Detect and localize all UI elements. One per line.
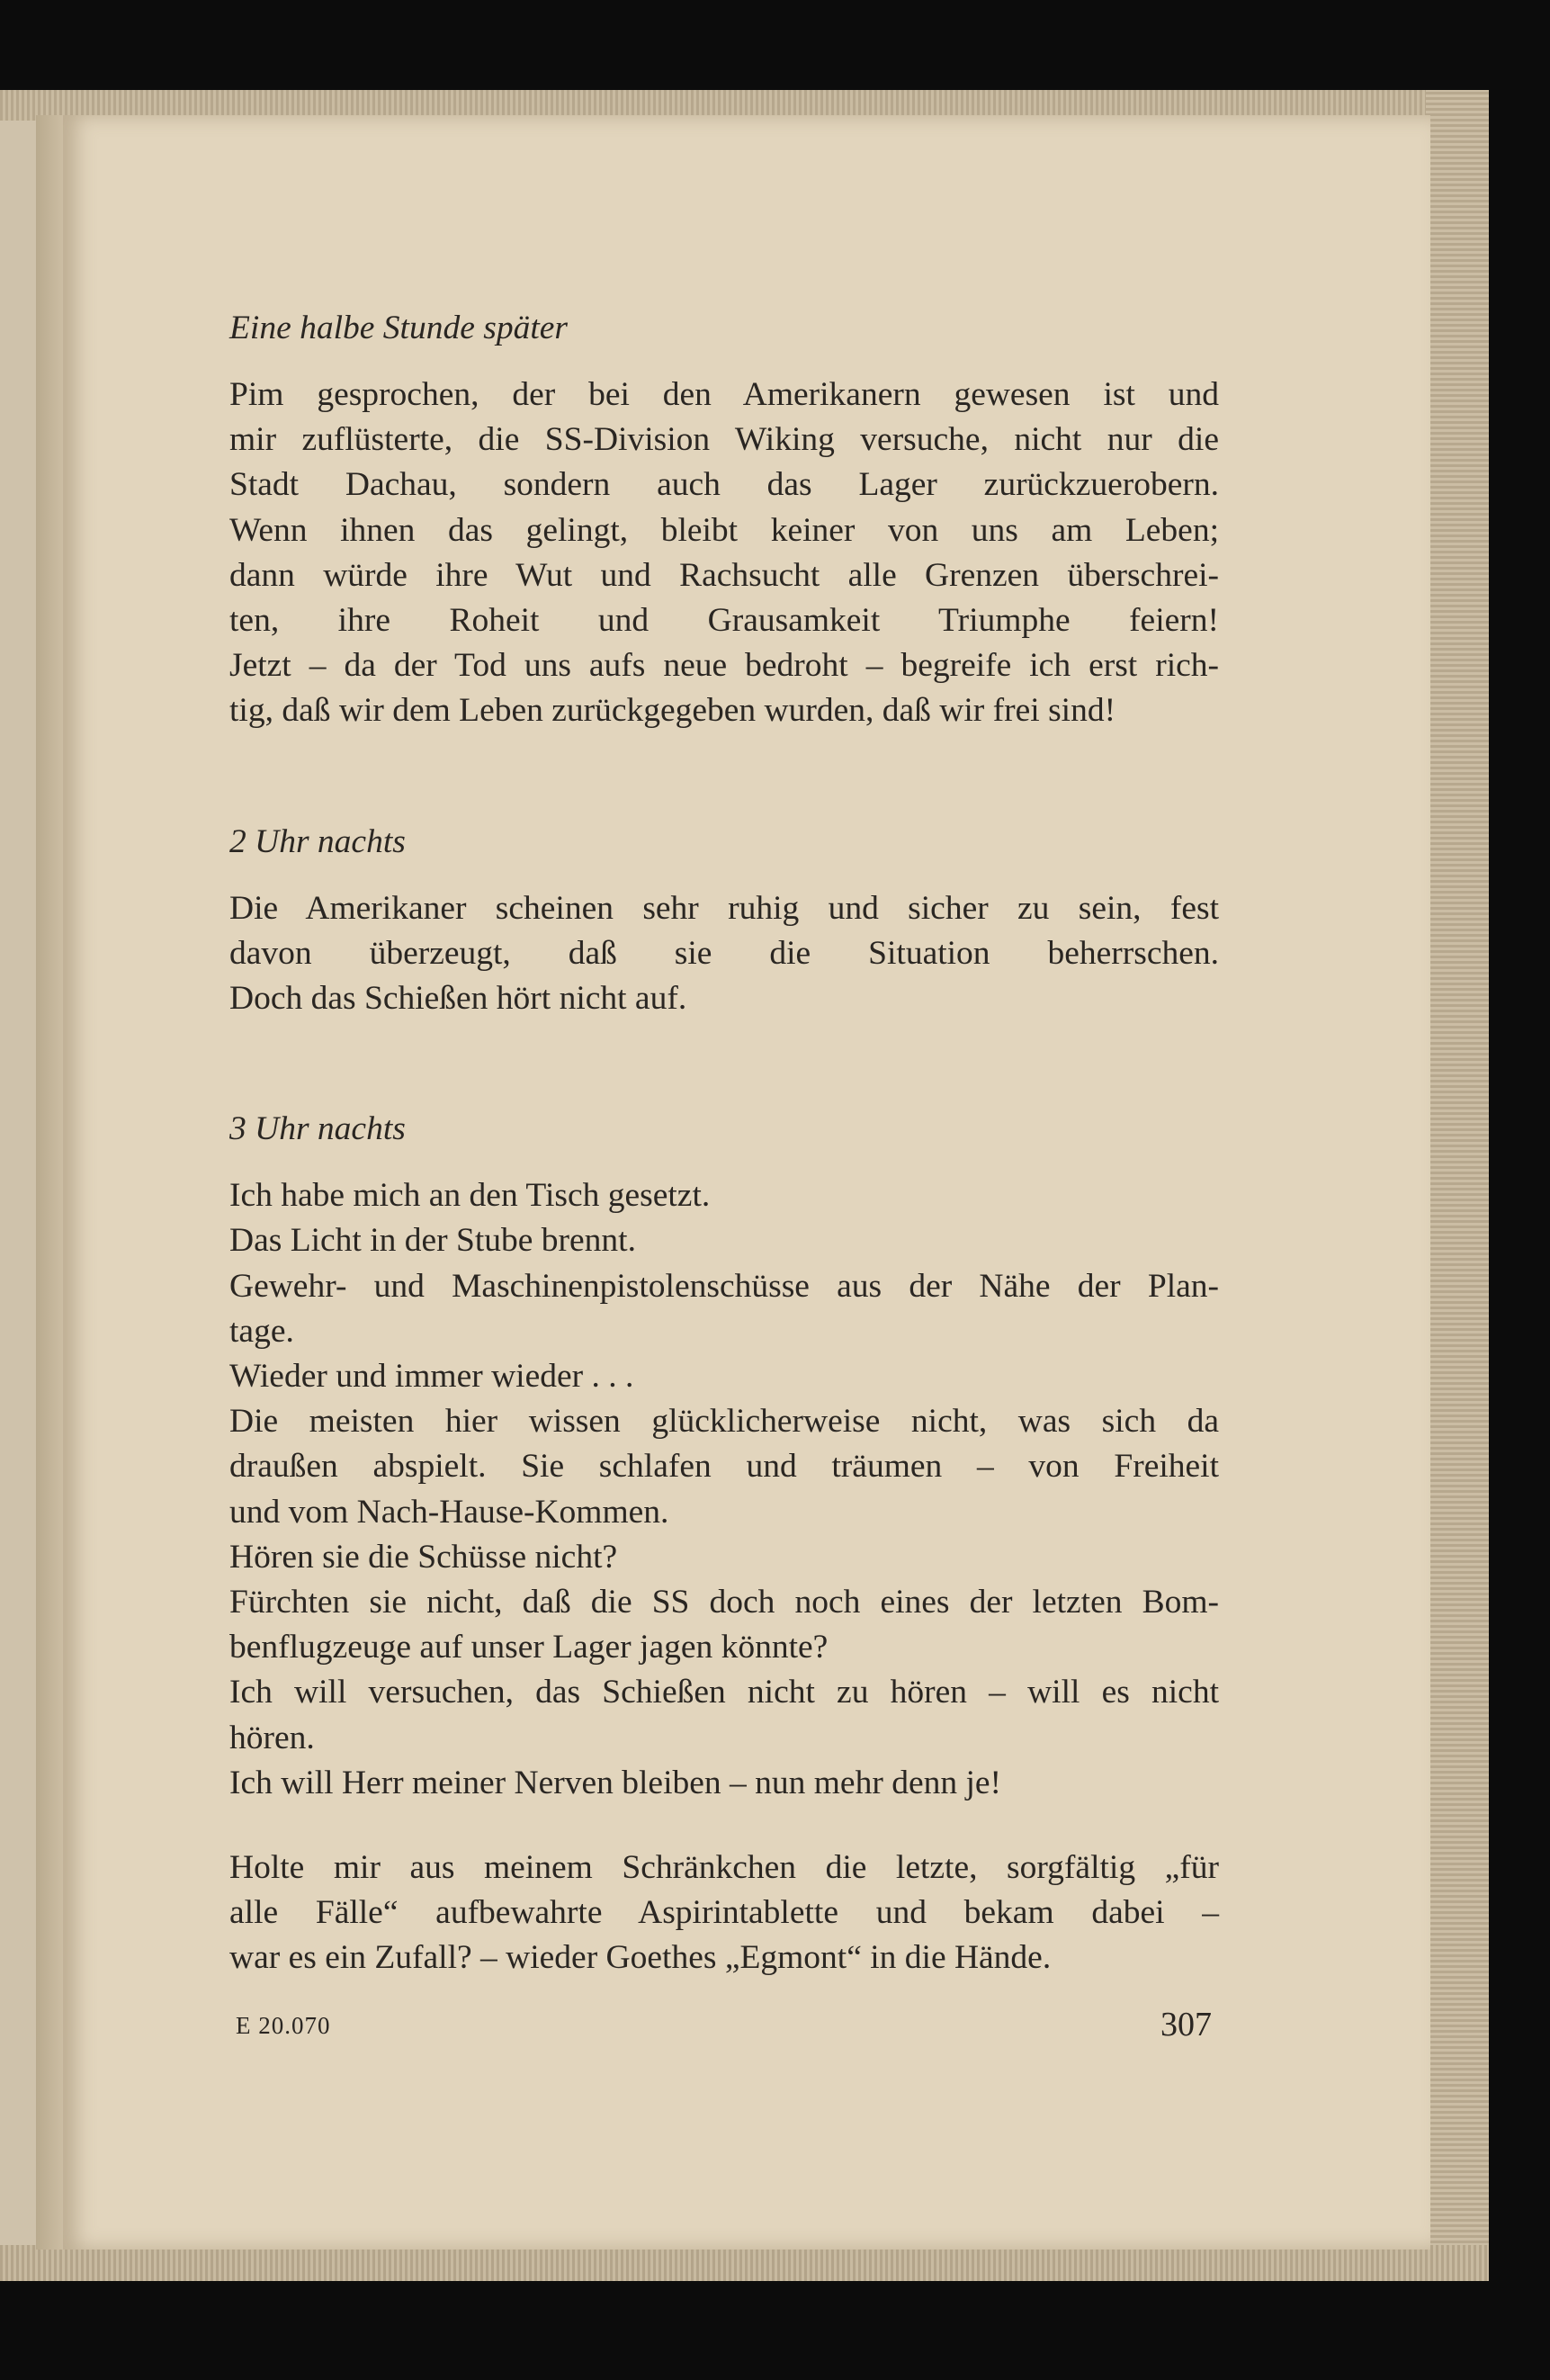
printer-signature: E 20.070: [236, 2012, 331, 2039]
text-line: Fürchten sie nicht, daß die SS doch noch eines der letzten Bom-: [229, 1584, 1219, 1621]
text-line: Die meisten hier wissen glücklicherweise nicht, was sich da: [229, 1403, 1219, 1441]
text-line: mir zuflüsterte, die SS-Division Wiking versuche, nicht nur die: [229, 421, 1219, 459]
text-line: Pim gesprochen, der bei den Amerikanern gewesen ist und: [229, 376, 1219, 413]
paragraph: [229, 373, 1219, 734]
section-gap: [229, 1021, 1219, 1107]
text-line: Das Licht in der Stube brennt.: [229, 1222, 636, 1260]
text-line: Ich habe mich an den Tisch gesetzt.: [229, 1177, 711, 1215]
text-line: Holte mir aus meinem Schränkchen die letzte, sorgfältig „für: [229, 1849, 1219, 1887]
text-line: tig, daß wir dem Leben zurückgegeben wurden, daß wir frei sind!: [229, 692, 1116, 730]
text-line: tage.: [229, 1312, 294, 1350]
text-line: Stadt Dachau, sondern auch das Lager zurückzuerobern.: [229, 466, 1219, 504]
text-line: Wenn ihnen das gelingt, bleibt keiner von uns am Leben;: [229, 511, 1219, 549]
text-line: Doch das Schießen hört nicht auf.: [229, 980, 687, 1018]
text-line: Wieder und immer wieder . . .: [229, 1358, 634, 1396]
text-line: Ich will versuchen, das Schießen nicht zu hören – will es nicht: [229, 1674, 1219, 1711]
text-line: Ich will Herr meiner Nerven bleiben – nun mehr denn je!: [229, 1764, 1002, 1801]
text-line: Hören sie die Schüsse nicht?: [229, 1538, 618, 1576]
section-gap: [229, 734, 1219, 820]
paragraph: [229, 886, 1219, 1022]
text-line: Die Amerikaner scheinen sehr ruhig und sicher zu sein, fest: [229, 889, 1219, 927]
text-line: davon überzeugt, daß sie die Situation beherrschen.: [229, 934, 1219, 972]
text-line: benflugzeuge auf unser Lager jagen könnte?: [229, 1629, 829, 1666]
text-line: war es ein Zufall? – wieder Goethes „Egmont“ in die Hände.: [229, 1939, 1052, 1977]
text-line: draußen abspielt. Sie schlafen und träumen – von Freiheit: [229, 1448, 1219, 1486]
text-line: dann würde ihre Wut und Rachsucht alle Grenzen überschrei-: [229, 556, 1219, 594]
section-heading: 3 Uhr nachts: [229, 1110, 406, 1148]
page-text: [229, 306, 1219, 1981]
page-number: 307: [1160, 2006, 1212, 2043]
cloth-edge-bottom: [0, 2245, 1489, 2281]
text-line: hören.: [229, 1719, 315, 1756]
text-line: Gewehr- und Maschinenpistolenschüsse aus der Nähe der Plan-: [229, 1267, 1219, 1305]
text-line: alle Fälle“ aufbewahrte Aspirintablette und bekam dabei –: [229, 1894, 1219, 1932]
section-heading: 2 Uhr nachts: [229, 822, 406, 860]
text-line: und vom Nach-Hause-Kommen.: [229, 1493, 669, 1531]
paragraph: [229, 1846, 1219, 1981]
cloth-edge-right: [1426, 90, 1489, 2281]
text-line: Jetzt – da der Tod uns aufs neue bedroht – begreife ich erst rich-: [229, 647, 1219, 685]
paragraph: [229, 1173, 1219, 1806]
section-heading: Eine halbe Stunde später: [229, 310, 568, 346]
text-line: ten, ihre Roheit und Grausamkeit Triumphe feiern!: [229, 602, 1219, 640]
